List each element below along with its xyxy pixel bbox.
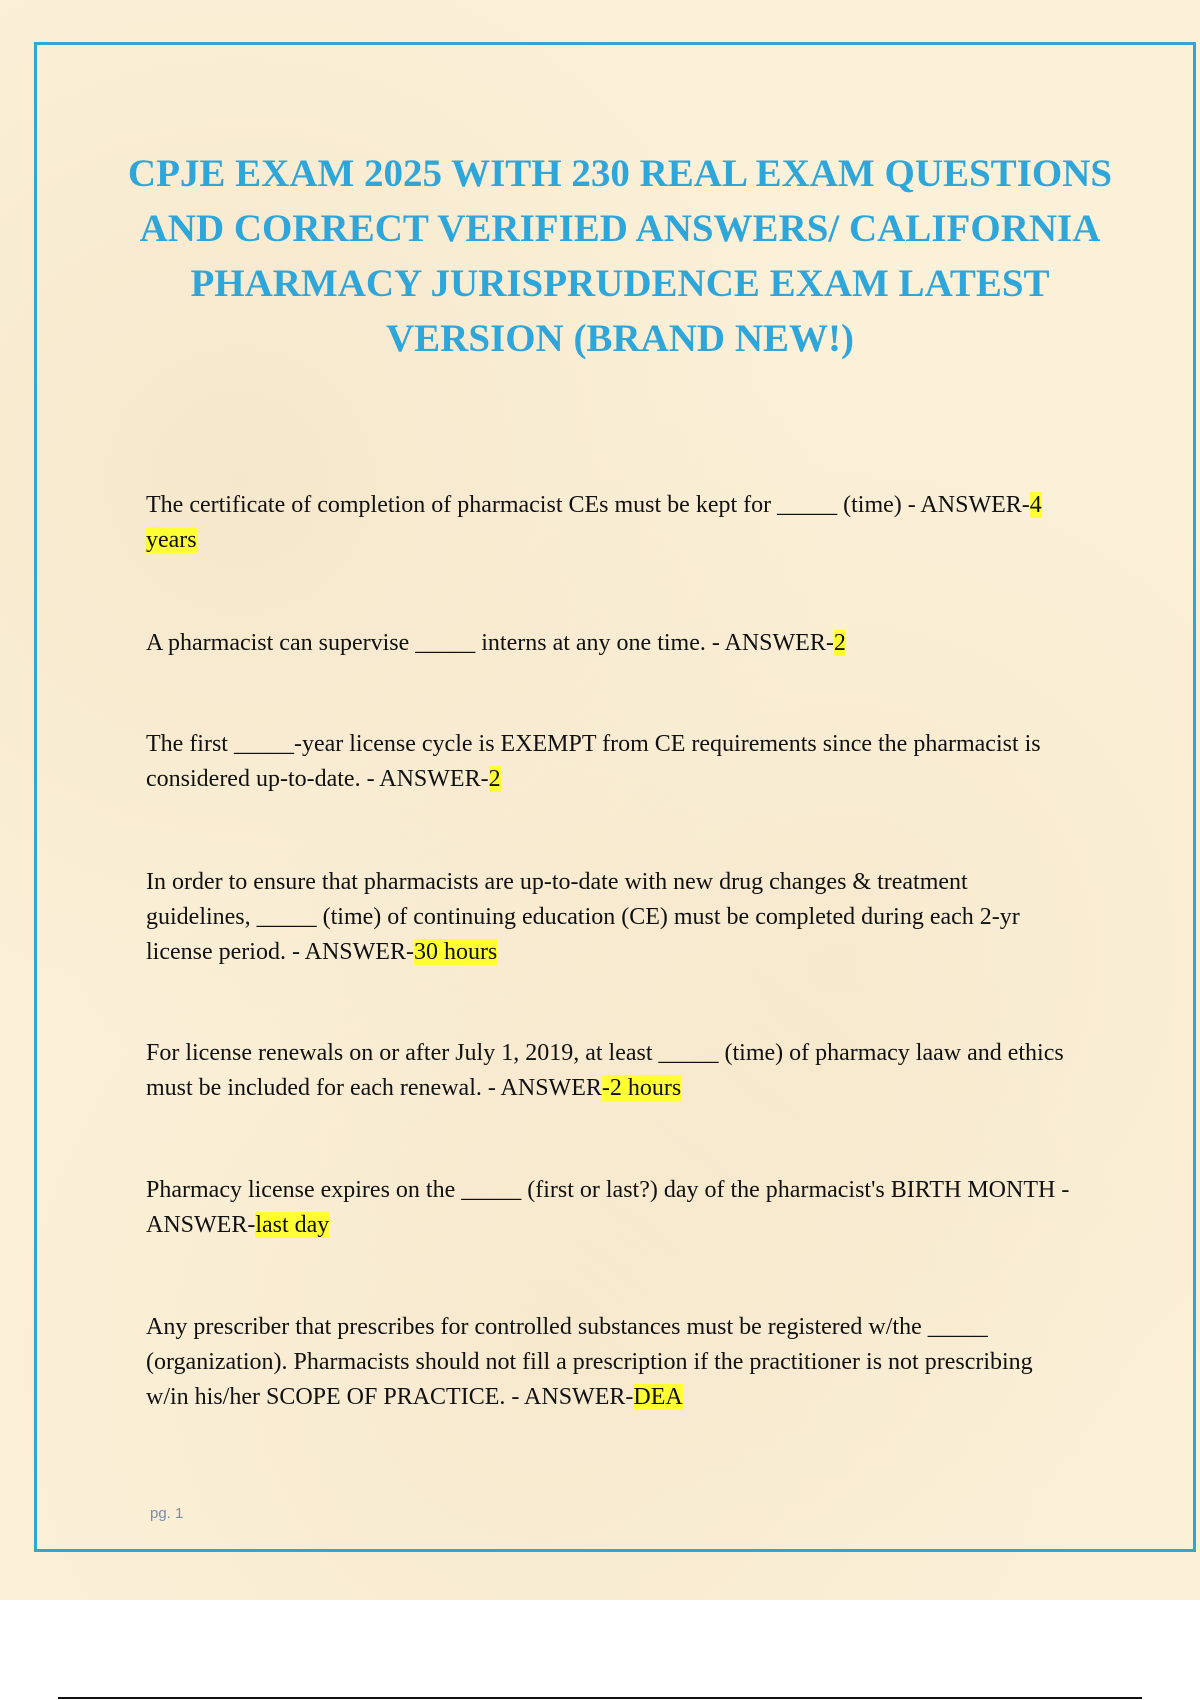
question-prompt: In order to ensure that pharmacists are up-to-date with new drug changes & treatment guidelines, _____ (time) of continuing education (CE) must be completed during each 2-yr license period. - ANSWER- [146, 869, 1020, 965]
answer-highlight: -2 hours [601, 1075, 682, 1101]
answer-highlight: 4 years [146, 492, 1042, 553]
question-prompt: For license renewals on or after July 1, 2019, at least _____ (time) of pharmacy laaw and ethics must be included for each renewal. - ANSWER [146, 1040, 1064, 1101]
answer-highlight: 2 [488, 766, 501, 792]
question-prompt: A pharmacist can supervise _____ interns at any one time. - ANSWER- [146, 630, 834, 656]
question-item-4 [146, 865, 1076, 970]
question-item-1 [146, 488, 1076, 558]
answer-highlight: 30 hours [413, 939, 498, 965]
answer-highlight: DEA [633, 1384, 683, 1410]
document-title: CPJE EXAM 2025 WITH 230 REAL EXAM QUESTIONS AND CORRECT VERIFIED ANSWERS/ CALIFORNIA PHARMACY JURISPRUDENCE EXAM LATEST VERSION (BRAND NEW!) [127, 152, 1113, 360]
question-item-2 [146, 626, 1076, 661]
bottom-divider [58, 1697, 1142, 1699]
answer-highlight: 2 [833, 630, 846, 656]
page-number: pg. 1 [150, 1505, 184, 1522]
question-list [146, 488, 1076, 1415]
question-prompt: The first _____-year license cycle is EXEMPT from CE requirements since the pharmacist is considered up-to-date. - ANSWER- [146, 731, 1041, 792]
question-item-5 [146, 1036, 1076, 1106]
question-prompt: Any prescriber that prescribes for controlled substances must be registered w/the _____ (organization). Pharmacists should not fill a prescription if the practitioner is not prescribing w/in his/her SCOPE OF PRACTICE. - ANSWER- [146, 1314, 1033, 1410]
answer-highlight: last day [255, 1212, 330, 1238]
question-item-7 [146, 1310, 1076, 1415]
question-item-6 [146, 1173, 1076, 1243]
question-item-3 [146, 727, 1076, 797]
question-prompt: The certificate of completion of pharmacist CEs must be kept for _____ (time) - ANSWER- [146, 492, 1030, 518]
question-prompt: Pharmacy license expires on the _____ (first or last?) day of the pharmacist's BIRTH MONTH - ANSWER- [146, 1177, 1070, 1238]
